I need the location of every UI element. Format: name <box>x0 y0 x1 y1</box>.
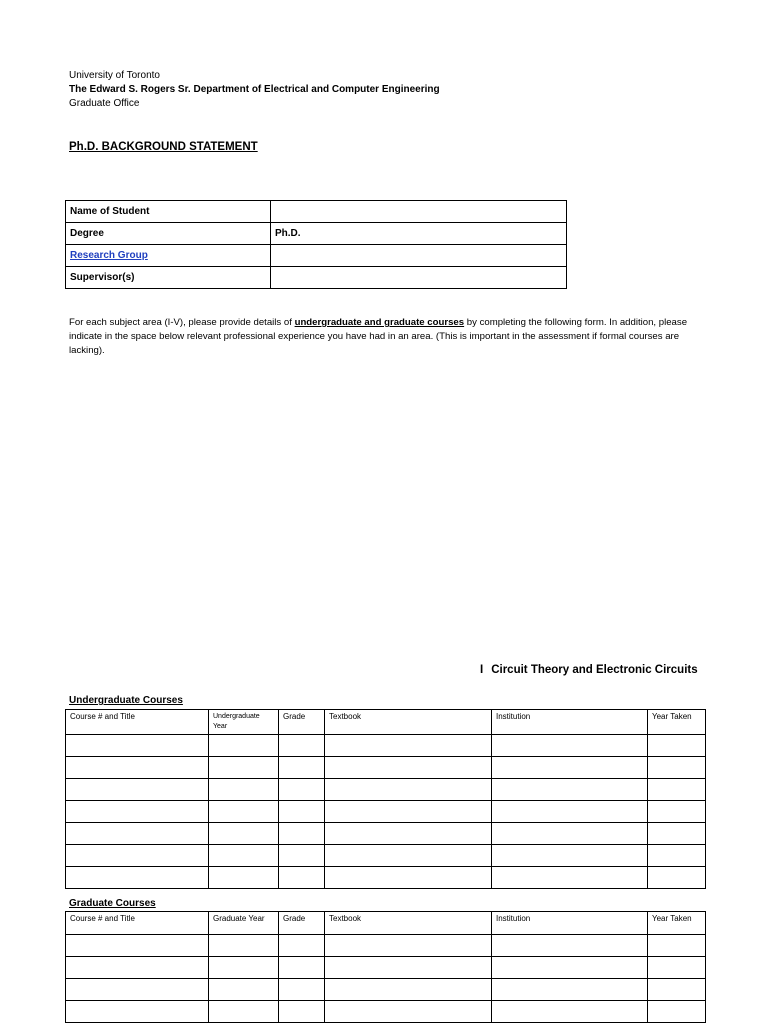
table-cell[interactable] <box>648 1001 706 1023</box>
table-cell[interactable] <box>325 979 492 1001</box>
table-cell[interactable] <box>325 823 492 845</box>
table-row <box>66 1001 706 1023</box>
name-field[interactable] <box>271 201 567 223</box>
column-header: Year Taken <box>648 710 706 735</box>
table-cell[interactable] <box>66 823 209 845</box>
table-cell[interactable] <box>492 957 648 979</box>
table-row <box>66 935 706 957</box>
table-cell[interactable] <box>279 823 325 845</box>
table-cell[interactable] <box>492 823 648 845</box>
table-cell[interactable] <box>66 935 209 957</box>
research-group-link[interactable]: Research Group <box>70 250 148 261</box>
table-cell[interactable] <box>209 867 279 889</box>
table-cell[interactable] <box>279 845 325 867</box>
column-header: Institution <box>492 710 648 735</box>
column-header: Grade <box>279 912 325 935</box>
table-row <box>66 267 567 289</box>
column-header: Graduate Year <box>209 912 279 935</box>
table-cell[interactable] <box>325 957 492 979</box>
table-cell[interactable] <box>209 935 279 957</box>
table-cell[interactable] <box>648 757 706 779</box>
office-name: Graduate Office <box>69 98 140 109</box>
table-cell[interactable] <box>209 757 279 779</box>
table-cell[interactable] <box>279 801 325 823</box>
table-cell[interactable] <box>209 1001 279 1023</box>
table-cell[interactable] <box>492 757 648 779</box>
table-row <box>66 245 567 267</box>
table-cell[interactable] <box>66 801 209 823</box>
table-cell[interactable] <box>66 1001 209 1023</box>
table-row <box>66 757 706 779</box>
table-row <box>66 867 706 889</box>
column-header: Course # and Title <box>66 710 209 735</box>
table-cell[interactable] <box>209 957 279 979</box>
table-cell[interactable] <box>648 823 706 845</box>
table-row <box>66 823 706 845</box>
column-header: Textbook <box>325 912 492 935</box>
table-cell[interactable] <box>279 979 325 1001</box>
undergrad-courses-table <box>65 709 706 889</box>
table-cell[interactable] <box>209 735 279 757</box>
table-cell[interactable] <box>648 779 706 801</box>
table-header-row <box>66 912 706 935</box>
table-cell[interactable] <box>66 779 209 801</box>
column-header: Grade <box>279 710 325 735</box>
table-cell[interactable] <box>325 935 492 957</box>
table-cell[interactable] <box>209 845 279 867</box>
table-cell[interactable] <box>492 735 648 757</box>
table-cell[interactable] <box>492 845 648 867</box>
table-cell[interactable] <box>279 735 325 757</box>
table-row <box>66 223 567 245</box>
table-cell[interactable] <box>648 867 706 889</box>
grad-heading: Graduate Courses <box>69 898 156 909</box>
table-cell[interactable] <box>325 867 492 889</box>
table-cell[interactable] <box>492 779 648 801</box>
table-row <box>66 979 706 1001</box>
table-cell[interactable] <box>325 779 492 801</box>
column-header: Institution <box>492 912 648 935</box>
table-cell[interactable] <box>279 957 325 979</box>
table-cell[interactable] <box>492 979 648 1001</box>
table-cell[interactable] <box>279 867 325 889</box>
grad-courses-table <box>65 911 706 1023</box>
table-row <box>66 779 706 801</box>
instructions-text-1: For each subject area (I-V), please provide details of <box>69 317 295 328</box>
instructions-emphasis: undergraduate and graduate courses <box>294 317 465 328</box>
degree-field[interactable]: Ph.D. <box>271 223 567 245</box>
section-title: Circuit Theory and Electronic Circuits <box>491 664 698 676</box>
table-cell[interactable] <box>66 867 209 889</box>
table-cell[interactable] <box>279 1001 325 1023</box>
instructions-text-2: by completing the following form. In addition, please indicate in the space below relevant professional experience you have had in an area. (This is important in the assessment if formal courses are lacking). <box>69 317 688 357</box>
table-cell[interactable] <box>325 735 492 757</box>
table-cell[interactable] <box>648 957 706 979</box>
table-cell[interactable] <box>66 957 209 979</box>
table-cell[interactable] <box>209 979 279 1001</box>
table-cell[interactable] <box>492 935 648 957</box>
section-number: I <box>480 664 484 676</box>
student-info-table <box>65 200 567 289</box>
undergrad-heading: Undergraduate Courses <box>69 695 183 706</box>
table-cell[interactable] <box>492 1001 648 1023</box>
table-cell[interactable] <box>279 757 325 779</box>
table-row <box>66 201 567 223</box>
table-cell[interactable] <box>325 801 492 823</box>
table-cell[interactable] <box>209 779 279 801</box>
supervisor-field[interactable] <box>271 267 567 289</box>
table-cell[interactable] <box>66 845 209 867</box>
table-cell[interactable] <box>66 757 209 779</box>
table-cell[interactable] <box>648 735 706 757</box>
table-cell[interactable] <box>325 757 492 779</box>
table-cell[interactable] <box>279 935 325 957</box>
table-cell[interactable] <box>209 823 279 845</box>
table-cell[interactable] <box>492 867 648 889</box>
table-header-row <box>66 710 706 735</box>
table-cell[interactable] <box>648 979 706 1001</box>
table-row <box>66 801 706 823</box>
table-cell[interactable] <box>66 979 209 1001</box>
column-header: Course # and Title <box>66 912 209 935</box>
name-label: Name of Student <box>66 201 271 223</box>
university-name: University of Toronto <box>69 70 160 81</box>
degree-label: Degree <box>66 223 271 245</box>
table-cell[interactable] <box>209 801 279 823</box>
supervisor-label: Supervisor(s) <box>66 267 271 289</box>
instructions-paragraph <box>69 316 709 359</box>
column-header: Textbook <box>325 710 492 735</box>
column-header: Undergraduate Year <box>209 710 279 735</box>
table-cell[interactable] <box>279 779 325 801</box>
table-cell[interactable] <box>648 801 706 823</box>
column-header: Year Taken <box>648 912 706 935</box>
page-title: Ph.D. BACKGROUND STATEMENT <box>69 141 258 153</box>
table-cell[interactable] <box>325 845 492 867</box>
table-cell[interactable] <box>325 1001 492 1023</box>
table-row <box>66 957 706 979</box>
table-row <box>66 735 706 757</box>
section-heading <box>480 664 698 676</box>
table-cell[interactable] <box>66 735 209 757</box>
department-name: The Edward S. Rogers Sr. Department of Electrical and Computer Engineering <box>69 84 440 95</box>
table-row <box>66 845 706 867</box>
table-cell[interactable] <box>648 845 706 867</box>
table-cell[interactable] <box>648 935 706 957</box>
research-group-field[interactable] <box>271 245 567 267</box>
table-cell[interactable] <box>492 801 648 823</box>
